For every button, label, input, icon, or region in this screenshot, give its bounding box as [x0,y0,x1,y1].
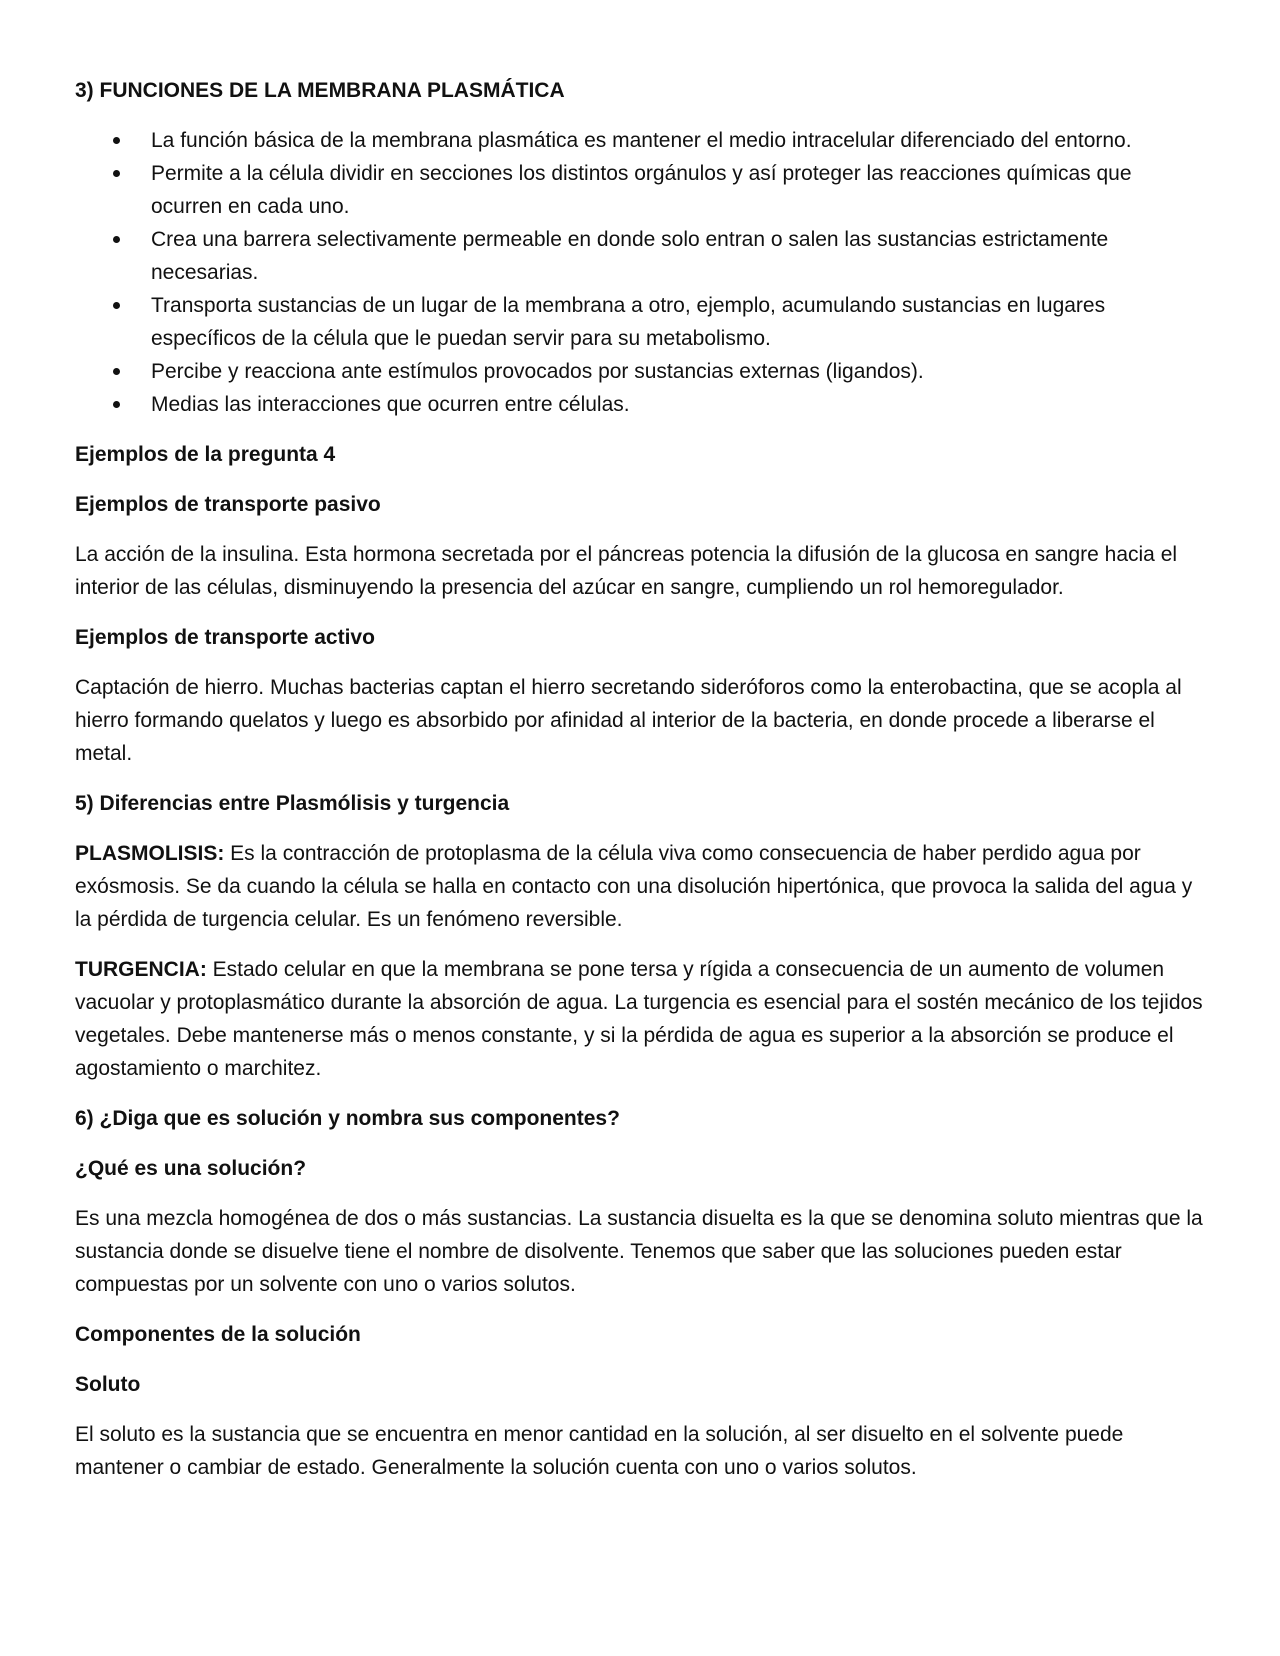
what-is-solution-heading: ¿Qué es una solución? [75,1157,307,1180]
bullet-icon [113,170,120,177]
bullet-icon [113,302,120,309]
turgencia-text: Estado celular en que la membrana se pone tersa y rígida a consecuencia de un aumento de volumen vacuolar y protoplasmático durante la absorción de agua. La turgencia es esencial para el sostén mecánico de los tejidos vegetales. Debe mantenerse más o menos constante, y si la pérdida de agua es superior a la absorción se produce el agostamiento o marchitez. [75,958,1203,1080]
what-is-solution-text: Es una mezcla homogénea de dos o más sustancias. La sustancia disuelta es la que se denomina soluto mientras que la sustancia donde se disuelve tiene el nombre de disolvente. Tenemos que saber que las soluciones pueden estar compuestas por un solvente con uno o varios solutos. [75,1207,1203,1296]
list-item [75,223,1205,289]
turgencia-paragraph [75,953,1205,1085]
list-item-text: Transporta sustancias de un lugar de la membrana a otro, ejemplo, acumulando sustancias en lugares específicos de la célula que le puedan servir para su metabolismo. [151,294,1106,350]
bullet-icon [113,236,120,243]
list-item [75,289,1205,355]
soluto-text: El soluto es la sustancia que se encuentra en menor cantidad en la solución, al ser disuelto en el solvente puede mantener o cambiar de estado. Generalmente la solución cuenta con uno o varios solutos. [75,1423,1124,1479]
list-item [75,388,1205,421]
section-5-heading: 5) Diferencias entre Plasmólisis y turgencia [75,792,510,815]
section-3-heading: 3) FUNCIONES DE LA MEMBRANA PLASMÁTICA [75,79,565,102]
passive-transport-text: La acción de la insulina. Esta hormona secretada por el páncreas potencia la difusión de la glucosa en sangre hacia el interior de las células, disminuyendo la presencia del azúcar en sangre, cumpliendo un rol hemoregulador. [75,543,1178,599]
passive-transport-heading: Ejemplos de transporte pasivo [75,493,381,516]
plasmolisis-paragraph [75,837,1205,936]
list-item [75,157,1205,223]
active-transport-heading: Ejemplos de transporte activo [75,626,375,649]
active-transport-text: Captación de hierro. Muchas bacterias captan el hierro secretando sideróforos como la enterobactina, que se acopla al hierro formando quelatos y luego es absorbido por afinidad al interior de la bacteria, en donde procede a liberarse el metal. [75,676,1182,765]
bullet-icon [113,368,120,375]
functions-bullet-list [75,124,1205,421]
list-item [75,124,1205,157]
list-item-text: Permite a la célula dividir en secciones los distintos orgánulos y así proteger las reacciones químicas que ocurren en cada uno. [151,162,1132,218]
list-item [75,355,1205,388]
document-page [75,74,1205,1501]
list-item-text: Crea una barrera selectivamente permeable en donde solo entran o salen las sustancias estrictamente necesarias. [151,228,1109,284]
list-item-text: Medias las interacciones que ocurren entre células. [151,393,630,416]
plasmolisis-text: Es la contracción de protoplasma de la célula viva como consecuencia de haber perdido agua por exósmosis. Se da cuando la célula se halla en contacto con una disolución hipertónica, que provoca la salida del agua y la pérdida de turgencia celular. Es un fenómeno reversible. [75,842,1193,931]
section-6-heading: 6) ¿Diga que es solución y nombra sus componentes? [75,1107,620,1130]
list-item-text: Percibe y reacciona ante estímulos provocados por sustancias externas (ligandos). [151,360,924,383]
list-item-text: La función básica de la membrana plasmática es mantener el medio intracelular diferenciado del entorno. [151,129,1132,152]
solution-components-heading: Componentes de la solución [75,1323,361,1346]
bullet-icon [113,137,120,144]
turgencia-label: TURGENCIA: [75,958,207,981]
section-4-heading: Ejemplos de la pregunta 4 [75,443,336,466]
bullet-icon [113,401,120,408]
plasmolisis-label: PLASMOLISIS: [75,842,225,865]
soluto-heading: Soluto [75,1373,141,1396]
